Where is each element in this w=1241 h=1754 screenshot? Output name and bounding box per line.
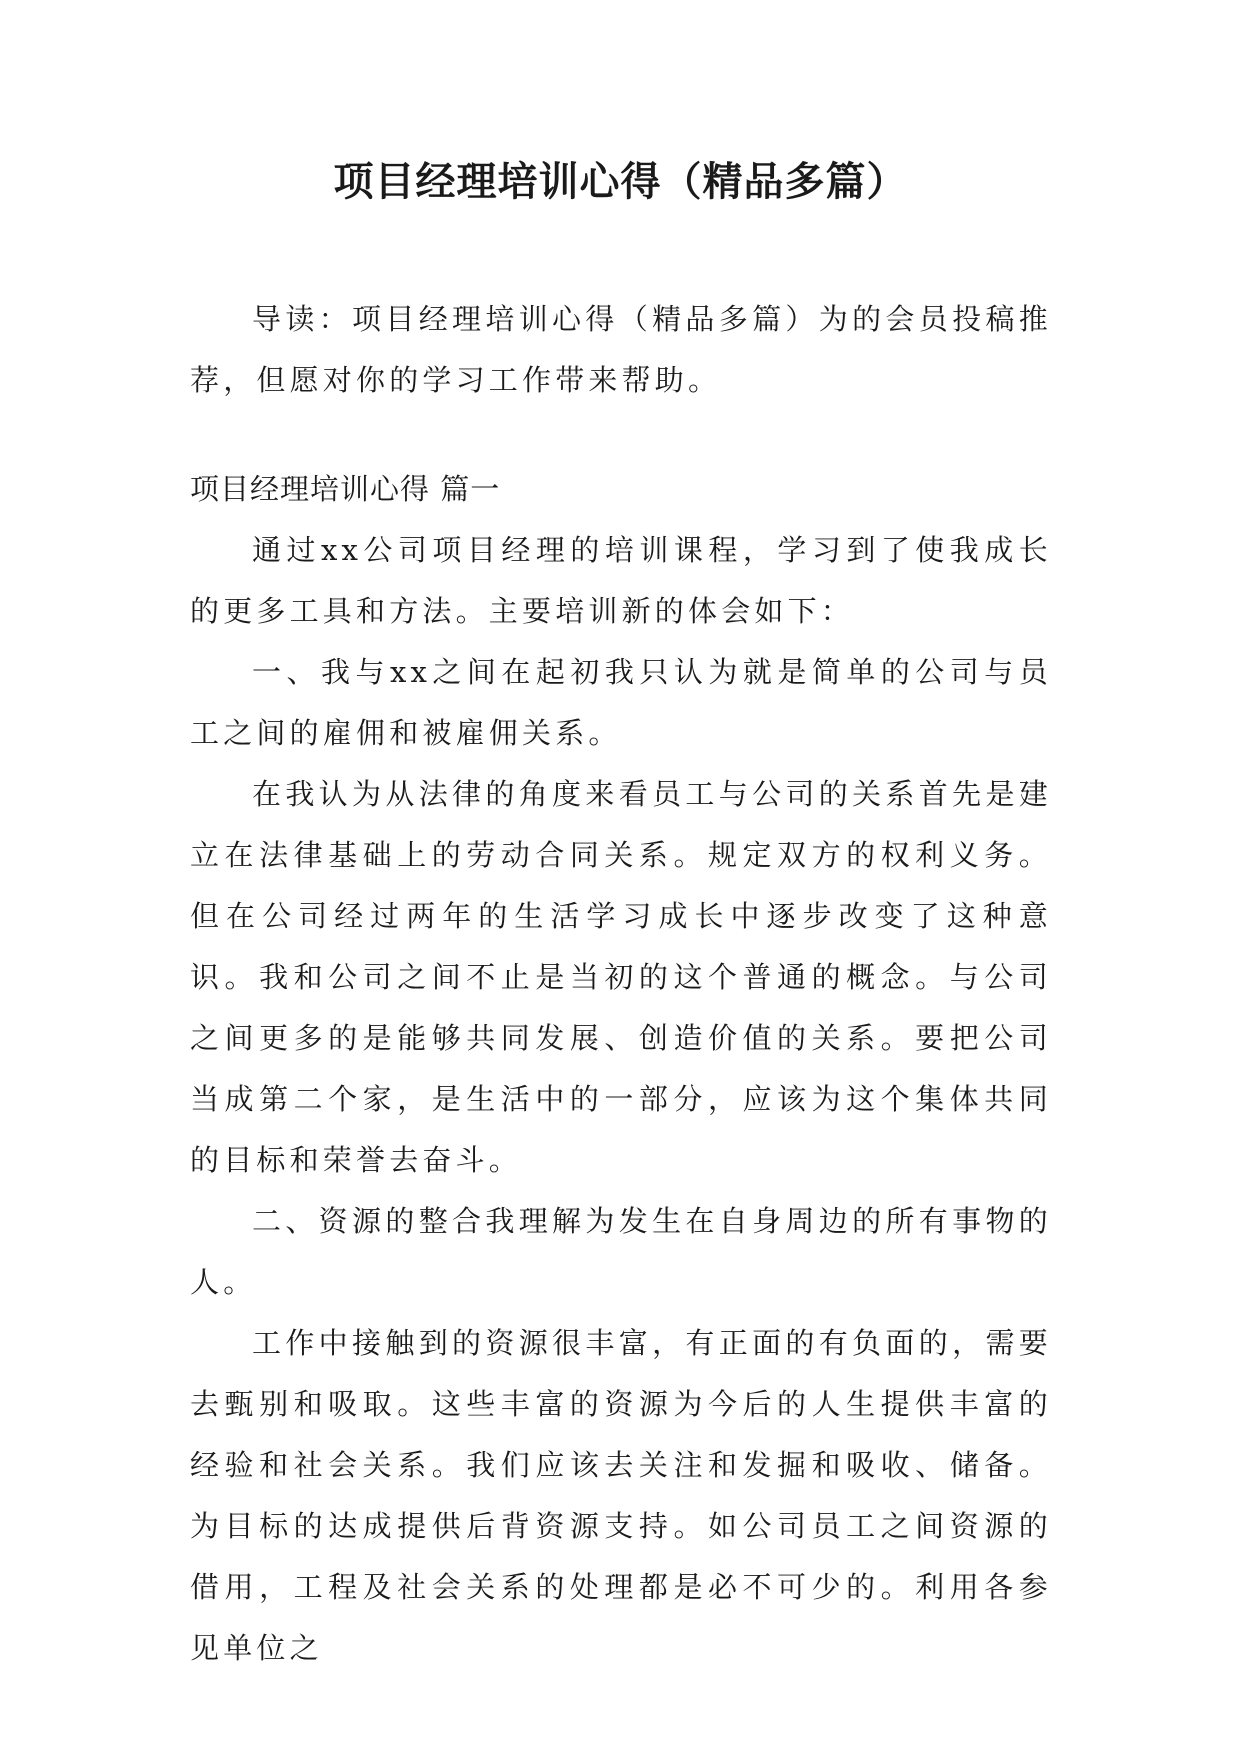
section-heading: 项目经理培训心得 篇一 xyxy=(190,472,501,506)
document-title: 项目经理培训心得（精品多篇） xyxy=(333,159,908,205)
paragraph-2: 一、我与xx之间在起初我只认为就是简单的公司与员工之间的雇佣和被雇佣关系。 xyxy=(190,655,1052,750)
intro-paragraph: 导读：项目经理培训心得（精品多篇）为的会员投稿推荐，但愿对你的学习工作带来帮助。 xyxy=(190,302,1052,397)
paragraph-5: 工作中接触到的资源很丰富，有正面的有负面的，需要去甄别和吸取。这些丰富的资源为今后的人生提供丰富的经验和社会关系。我们应该去关注和发掘和吸收、储备。为目标的达成提供后背资源支持。如公司员工之间资源的借用，工程及社会关系的处理都是必不可少的。利用各参见单位之 xyxy=(190,1326,1052,1665)
paragraph-3: 在我认为从法律的角度来看员工与公司的关系首先是建立在法律基础上的劳动合同关系。规定双方的权利义务。但在公司经过两年的生活学习成长中逐步改变了这种意识。我和公司之间不止是当初的这个普通的概念。与公司之间更多的是能够共同发展、创造价值的关系。要把公司当成第二个家，是生活中的一部分，应该为这个集体共同的目标和荣誉去奋斗。 xyxy=(190,777,1052,1177)
paragraph-1: 通过xx公司项目经理的培训课程，学习到了使我成长的更多工具和方法。主要培训新的体会如下： xyxy=(190,533,1052,628)
paragraph-4: 二、资源的整合我理解为发生在自身周边的所有事物的人。 xyxy=(190,1204,1052,1299)
section-body xyxy=(190,520,1052,1679)
